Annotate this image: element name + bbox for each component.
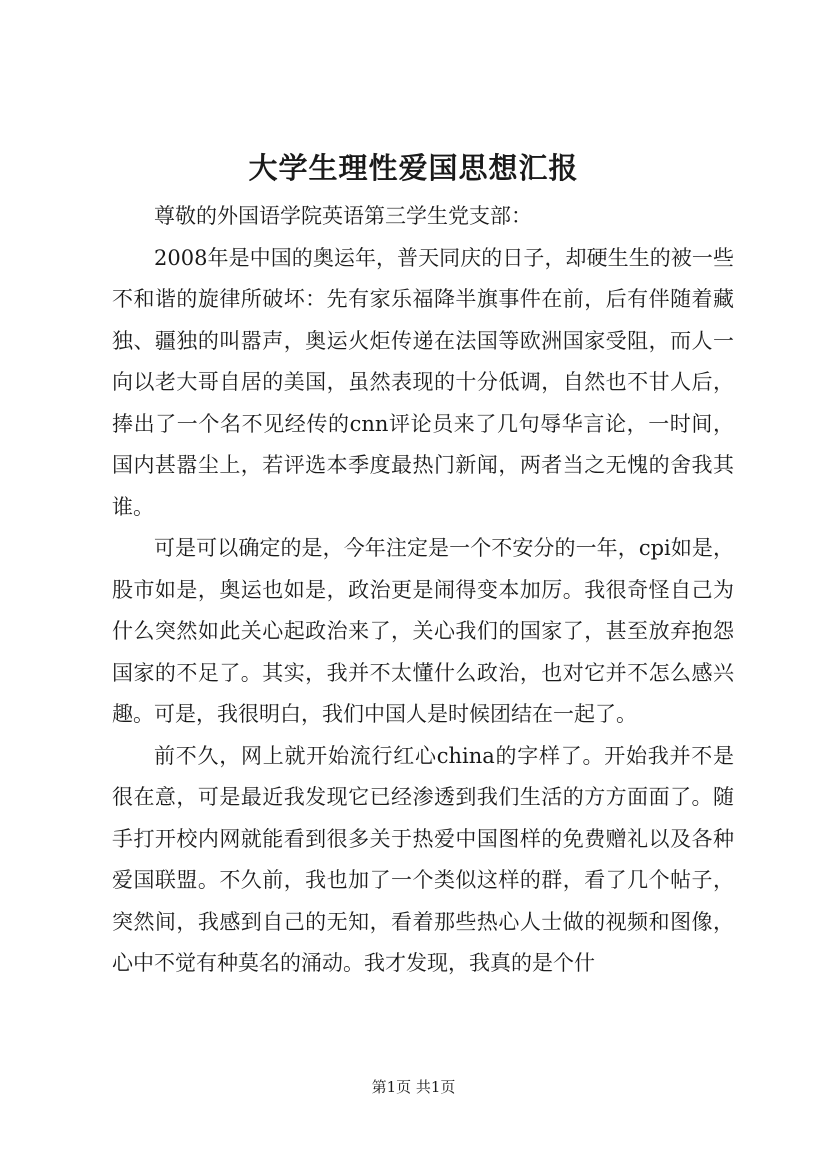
paragraph-2: 可是可以确定的是，今年注定是一个不安分的一年，cpi如是，股市如是，奥运也如是，政治更是闹得变本加厉。我很奇怪自己为什么突然如此关心起政治来了，关心我们的国家了，甚至放弃抱怨国家的不足了。其实，我并不太懂什么政治，也对它并不怎么感兴趣。可是，我很明白，我们中国人是时候团结在一起了。 (112, 536, 734, 726)
paragraph-1: 2008年是中国的奥运年，普天同庆的日子，却硬生生的被一些不和谐的旋律所破坏：先有家乐福降半旗事件在前，后有伴随着藏独、疆独的叫嚣声，奥运火炬传递在法国等欧洲国家受阻，而人一向以老大哥自居的美国，虽然表现的十分低调，自然也不甘人后，捧出了一个名不见经传的cnn评论员来了几句辱华言论，一时间，国内甚嚣尘上，若评选本季度最热门新闻，两者当之无愧的舍我其谁。 (112, 245, 734, 519)
salutation: 尊敬的外国语学院英语第三学生党支部： (154, 204, 532, 228)
page-footer: 第1页 共1页 (371, 1078, 456, 1096)
paragraph-3: 前不久，网上就开始流行红心china的字样了。开始我并不是很在意，可是最近我发现它已经渗透到我们生活的方方面面了。随手打开校内网就能看到很多关于热爱中国图样的免费赠礼以及各种爱国联盟。不久前，我也加了一个类似这样的群，看了几个帖子，突然间，我感到自己的无知，看着那些热心人士做的视频和图像，心中不觉有种莫名的涌动。我才发现，我真的是个什 (112, 743, 734, 975)
document-title: 大学生理性爱国思想汇报 (248, 151, 579, 185)
document-body (112, 196, 734, 985)
